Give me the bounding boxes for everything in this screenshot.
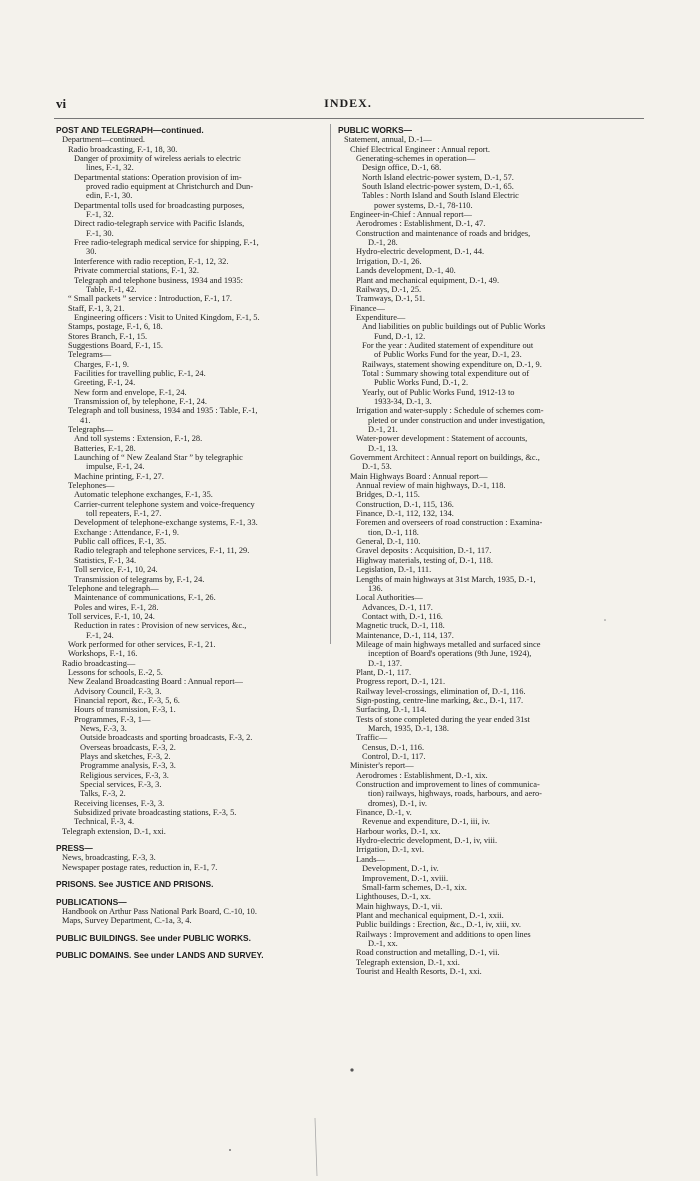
- index-entry: D.-1, 13.: [368, 443, 398, 453]
- index-entry: Departmental tolls used for broadcasting purposes,: [74, 200, 245, 210]
- index-entry: Free radio-telegraph medical service for shipping, F.-1,: [74, 238, 259, 248]
- index-entry: Toll service, F.-1, 10, 24.: [74, 565, 158, 575]
- index-entry: 1933-34, D.-1, 3.: [374, 396, 432, 406]
- index-entry: Development of telephone-exchange systems, F.-1, 33.: [74, 518, 258, 528]
- index-entry: Exchange : Attendance, F.-1, 9.: [74, 527, 179, 537]
- index-entry: power systems, D.-1, 78-110.: [374, 200, 473, 210]
- index-entry: Department—continued.: [62, 135, 146, 145]
- index-entry: D.-1, 53.: [362, 462, 392, 472]
- index-entry: Foremen and overseers of road construction : Examina-: [356, 518, 543, 528]
- index-entry: Lessons for schools, E.-2, 5.: [68, 667, 163, 677]
- index-entry: Traffic—: [356, 733, 388, 743]
- index-entry: Magnetic truck, D.-1, 118.: [356, 621, 445, 631]
- index-entry: And liabilities on public buildings out of Public Works: [362, 322, 546, 332]
- index-entry: Construction and improvement to lines of communica-: [356, 780, 540, 790]
- index-entry: Fund, D.-1, 12.: [374, 331, 426, 341]
- index-entry: 41.: [80, 415, 91, 425]
- index-entry: Talks, F.-3, 2.: [80, 789, 126, 799]
- index-entry: Hours of transmission, F.-3, 1.: [74, 705, 176, 715]
- index-entry: Yearly, out of Public Works Fund, 1912-13 to: [362, 387, 515, 397]
- index-entry: Maintenance, D.-1, 114, 137.: [356, 630, 454, 640]
- index-column-left: [56, 126, 332, 1166]
- index-entry: Finance, D.-1, 112, 132, 134.: [356, 509, 454, 519]
- index-entry: 30.: [86, 247, 97, 257]
- index-entry: Main Highways Board : Annual report—: [350, 471, 488, 481]
- index-entry: Automatic telephone exchanges, F.-1, 35.: [74, 490, 213, 500]
- index-entry: Finance—: [350, 303, 385, 313]
- index-entry: Toll services, F.-1, 10, 24.: [68, 611, 155, 621]
- index-entry: Private commercial stations, F.-1, 32.: [74, 266, 199, 276]
- index-entry: Telegraphs—: [68, 425, 113, 434]
- index-entry: March, 1935, D.-1, 138.: [368, 724, 449, 733]
- index-entry: Batteries, F.-1, 28.: [74, 443, 136, 453]
- index-entry: Tramways, D.-1, 51.: [356, 294, 426, 304]
- index-heading: PUBLIC DOMAINS. See under LANDS AND SURVEY.: [56, 950, 264, 960]
- index-entry: Expenditure—: [356, 312, 406, 322]
- index-entry: Hydro-electric development, D.-1, 44.: [356, 247, 485, 257]
- index-entry: edin, F.-1, 30.: [86, 191, 133, 201]
- index-entry: Reduction in rates : Provision of new services, &c.,: [74, 621, 247, 631]
- index-entry: Statistics, F.-1, 34.: [74, 555, 137, 565]
- index-entry: Development, D.-1, iv.: [362, 864, 439, 874]
- index-entry: Total : Summary showing total expenditure out of: [362, 368, 530, 378]
- index-entry: Newspaper postage rates, reduction in, F.-1, 7.: [62, 862, 218, 872]
- index-entry: Telegraph and toll business, 1934 and 1935 : Table, F.-1,: [68, 406, 258, 416]
- index-entry: Engineering officers : Visit to United Kingdom, F.-1, 5.: [74, 312, 260, 322]
- page-title: INDEX.: [324, 96, 372, 110]
- page-header: [56, 96, 640, 112]
- index-entry: Plays and sketches, F.-3, 2.: [80, 752, 171, 762]
- index-entry: Danger of proximity of wireless aerials to electric: [74, 154, 241, 164]
- index-entry: Lighthouses, D.-1, xx.: [356, 892, 431, 902]
- index-entry: lines, F.-1, 32.: [86, 163, 134, 173]
- index-entry: Public Works Fund, D.-1, 2.: [374, 378, 469, 388]
- index-entry: Bridges, D.-1, 115.: [356, 490, 420, 500]
- index-entry: Contact with, D.-1, 116.: [362, 611, 443, 621]
- index-entry: Progress report, D.-1, 121.: [356, 677, 446, 687]
- index-entry: F.-1, 32.: [86, 210, 114, 220]
- index-entry: Direct radio-telegraph service with Pacific Islands,: [74, 219, 245, 229]
- index-entry: Irrigation and water-supply : Schedule of schemes com-: [356, 406, 544, 416]
- index-entry: Launching of “ New Zealand Star ” by telegraphic: [74, 453, 243, 463]
- index-entry: Lands—: [356, 854, 385, 864]
- index-entry: Lengths of main highways at 31st March, 1935, D.-1,: [356, 574, 536, 584]
- index-entry: General, D.-1, 110.: [356, 537, 421, 547]
- index-entry: Gravel deposits : Acquisition, D.-1, 117.: [356, 546, 492, 556]
- index-heading: POST AND TELEGRAPH—continued.: [56, 126, 204, 135]
- index-entry: Receiving licenses, F.-3, 3.: [74, 798, 165, 808]
- index-entry: Plant and mechanical equipment, D.-1, 49.: [356, 275, 500, 285]
- index-entry: Construction and maintenance of roads and bridges,: [356, 228, 531, 238]
- index-entry: Public call offices, F.-1, 35.: [74, 537, 167, 547]
- index-entry: Revenue and expenditure, D.-1, iii, iv.: [362, 817, 490, 827]
- index-entry: Overseas broadcasts, F.-3, 2.: [80, 742, 176, 752]
- index-entry: Railway level-crossings, elimination of, D.-1, 116.: [356, 686, 526, 696]
- index-entry: Construction, D.-1, 115, 136.: [356, 499, 454, 509]
- index-heading: PUBLIC WORKS—: [338, 126, 412, 135]
- index-entry: Sign-posting, centre-line marking, &c., D.-1, 117.: [356, 695, 524, 705]
- index-entry: Greeting, F.-1, 24.: [74, 378, 136, 388]
- index-entry: Maintenance of communications, F.-1, 26.: [74, 593, 216, 603]
- index-entry: Programmes, F.-3, 1—: [74, 714, 151, 724]
- index-entry: F.-1, 24.: [86, 630, 114, 640]
- index-entry: Plant, D.-1, 117.: [356, 667, 412, 677]
- index-entry: Maps, Survey Department, C.-1a, 3, 4.: [62, 916, 192, 926]
- index-heading: PRISONS. See JUSTICE AND PRISONS.: [56, 880, 214, 890]
- index-entry: of Public Works Fund for the year, D.-1, 23.: [374, 350, 522, 360]
- index-entry: Carrier-current telephone system and voice-frequency: [74, 499, 255, 509]
- index-entry: Public buildings : Erection, &c., D.-1, iv, xiii, xv.: [356, 920, 521, 930]
- index-entry: New Zealand Broadcasting Board : Annual report—: [68, 677, 243, 687]
- index-entry: Outside broadcasts and sporting broadcasts, F.-3, 2.: [80, 733, 253, 743]
- index-entry: Generating-schemes in operation—: [356, 154, 476, 164]
- index-entry: Aerodromes : Establishment, D.-1, 47.: [356, 219, 486, 229]
- index-entry: Railways : Improvement and additions to open lines: [356, 929, 531, 939]
- index-entry: Staff, F.-1, 3, 21.: [68, 303, 125, 313]
- index-entry: Telegraph extension, D.-1, xxi.: [62, 826, 166, 836]
- index-entry: And toll systems : Extension, F.-1, 28.: [74, 434, 203, 444]
- index-entry: New form and envelope, F.-1, 24.: [74, 387, 187, 397]
- header-rule: [54, 118, 644, 119]
- index-entry: Subsidized private broadcasting stations, F.-3, 5.: [74, 808, 237, 818]
- index-entry: Facilities for travelling public, F.-1, 24.: [74, 368, 206, 378]
- index-entry: South Island electric-power system, D.-1, 65.: [362, 182, 514, 192]
- index-entry: D.-1, xx.: [368, 938, 398, 948]
- index-heading: PUBLICATIONS—: [56, 897, 127, 907]
- index-entry: Harbour works, D.-1, xx.: [356, 826, 441, 836]
- index-heading: PUBLIC BUILDINGS. See under PUBLIC WORKS.: [56, 933, 251, 943]
- index-entry: Transmission of telegrams by, F.-1, 24.: [74, 574, 205, 584]
- index-entry: Stamps, postage, F.-1, 6, 18.: [68, 322, 163, 332]
- index-entry: Radio broadcasting—: [62, 658, 136, 668]
- index-entry: Finance, D.-1, v.: [356, 808, 412, 818]
- index-entry: Control, D.-1, 117.: [362, 752, 426, 762]
- index-entry: Tourist and Health Resorts, D.-1, xxi.: [356, 966, 482, 976]
- index-entry: pleted or under construction and under investigation,: [368, 415, 545, 425]
- index-entry: Mileage of main highways metalled and surfaced since: [356, 639, 541, 649]
- index-entry: tion, D.-1, 118.: [368, 527, 419, 537]
- index-entry: Irrigation, D.-1, xvi.: [356, 845, 424, 855]
- index-entry: Tables : North Island and South Island Electric: [362, 191, 519, 201]
- index-entry: Engineer-in-Chief : Annual report—: [350, 210, 472, 220]
- index-entry: Irrigation, D.-1, 26.: [356, 256, 422, 266]
- index-entry: Plant and mechanical equipment, D.-1, xxii.: [356, 910, 504, 920]
- index-entry: Interference with radio reception, F.-1, 12, 32.: [74, 256, 229, 266]
- index-entry: Aerodromes : Establishment, D.-1, xix.: [356, 770, 488, 780]
- index-entry: Census, D.-1, 116.: [362, 742, 425, 752]
- index-entry: Radio broadcasting, F.-1, 18, 30.: [68, 144, 178, 154]
- index-entry: D.-1, 137.: [368, 658, 402, 668]
- index-entry: dromes), D.-1, iv.: [368, 798, 428, 808]
- index-entry: North Island electric-power system, D.-1, 57.: [362, 172, 514, 182]
- index-entry: Handbook on Arthur Pass National Park Board, C.-10, 10.: [62, 906, 257, 916]
- index-entry: Transmission of, by telephone, F.-1, 24.: [74, 396, 208, 406]
- index-entry: Statement, annual, D.-1—: [344, 135, 432, 145]
- index-entry: Legislation, D.-1, 111.: [356, 565, 432, 575]
- index-entry: Highway materials, testing of, D.-1, 118.: [356, 555, 493, 565]
- index-entry: Advisory Council, F.-3, 3.: [74, 686, 162, 696]
- index-entry: Tests of stone completed during the year ended 31st: [356, 714, 530, 724]
- index-entry: Suggestions Board, F.-1, 15.: [68, 340, 163, 350]
- index-entry: Radio telegraph and telephone services, F.-1, 11, 29.: [74, 546, 250, 556]
- index-entry: “ Small packets ” service : Introduction, F.-1, 17.: [68, 294, 232, 304]
- index-entry: Stores Branch, F.-1, 15.: [68, 331, 148, 341]
- index-entry: Design office, D.-1, 68.: [362, 163, 442, 173]
- index-entry: proved radio equipment at Christchurch and Dun-: [86, 182, 253, 192]
- index-entry: Machine printing, F.-1, 27.: [74, 471, 164, 481]
- index-entry: Departmental stations: Operation provision of im-: [74, 172, 242, 182]
- index-entry: Financial report, &c., F.-3, 5, 6.: [74, 695, 180, 705]
- index-entry: Annual review of main highways, D.-1, 118.: [356, 481, 506, 491]
- index-entry: D.-1, 21.: [368, 425, 398, 434]
- index-entry: Railways, D.-1, 25.: [356, 284, 422, 294]
- index-entry: Charges, F.-1, 9.: [74, 359, 130, 369]
- index-heading: PRESS—: [56, 844, 93, 854]
- index-entry: Road construction and metalling, D.-1, vii.: [356, 948, 500, 958]
- column-divider: [330, 124, 331, 644]
- index-entry: Poles and wires, F.-1, 28.: [74, 602, 159, 612]
- index-column-right: [338, 126, 614, 1166]
- index-entry: tion) railways, highways, roads, harbours, and aero-: [368, 789, 542, 799]
- index-entry: Chief Electrical Engineer : Annual report.: [350, 144, 490, 154]
- index-entry: Railways, statement showing expenditure on, D.-1, 9.: [362, 359, 542, 369]
- index-entry: Government Architect : Annual report on buildings, &c.,: [350, 453, 540, 463]
- index-entry: For the year : Audited statement of expenditure out: [362, 340, 534, 350]
- index-entry: Telephones—: [68, 481, 115, 491]
- index-entry: News, F.-3, 3.: [80, 724, 127, 733]
- index-entry: Telegraph extension, D.-1, xxi.: [356, 957, 460, 967]
- index-entry: F.-1, 30.: [86, 228, 114, 238]
- index-entry: Small-farm schemes, D.-1, xix.: [362, 882, 467, 892]
- index-entry: impulse, F.-1, 24.: [86, 462, 145, 472]
- index-entry: Special services, F.-3, 3.: [80, 780, 162, 790]
- index-entry: Local Authorities—: [356, 593, 423, 603]
- index-entry: Advances, D.-1, 117.: [362, 602, 433, 612]
- index-entry: Main highways, D.-1, vii.: [356, 901, 443, 911]
- index-entry: Telegraph and telephone business, 1934 and 1935:: [74, 275, 243, 285]
- index-entry: Telephone and telegraph—: [68, 583, 159, 593]
- index-entry: Technical, F.-3, 4.: [74, 817, 135, 827]
- index-entry: News, broadcasting, F.-3, 3.: [62, 853, 156, 863]
- index-entry: toll repeaters, F.-1, 27.: [86, 509, 162, 519]
- index-entry: Surfacing, D.-1, 114.: [356, 705, 427, 715]
- index-entry: Water-power development : Statement of accounts,: [356, 434, 528, 444]
- index-entry: Workshops, F.-1, 16.: [68, 649, 138, 659]
- page-number: vi: [56, 96, 67, 111]
- index-entry: Improvement, D.-1, xviii.: [362, 873, 449, 883]
- index-entry: Programme analysis, F.-3, 3.: [80, 761, 176, 771]
- index-entry: Telegrams—: [68, 350, 112, 360]
- index-entry: Work performed for other services, F.-1, 21.: [68, 639, 216, 649]
- index-entry: Table, F.-1, 42.: [86, 284, 137, 294]
- index-entry: Lands development, D.-1, 40.: [356, 266, 456, 276]
- index-entry: Religious services, F.-3, 3.: [80, 770, 169, 780]
- index-entry: D.-1, 28.: [368, 238, 398, 248]
- index-entry: 136.: [368, 583, 383, 593]
- index-entry: Minister's report—: [350, 761, 414, 771]
- index-entry: inception of Board's operations (9th June, 1924),: [368, 649, 532, 659]
- index-entry: Hydro-electric development, D.-1, iv, viii.: [356, 836, 498, 846]
